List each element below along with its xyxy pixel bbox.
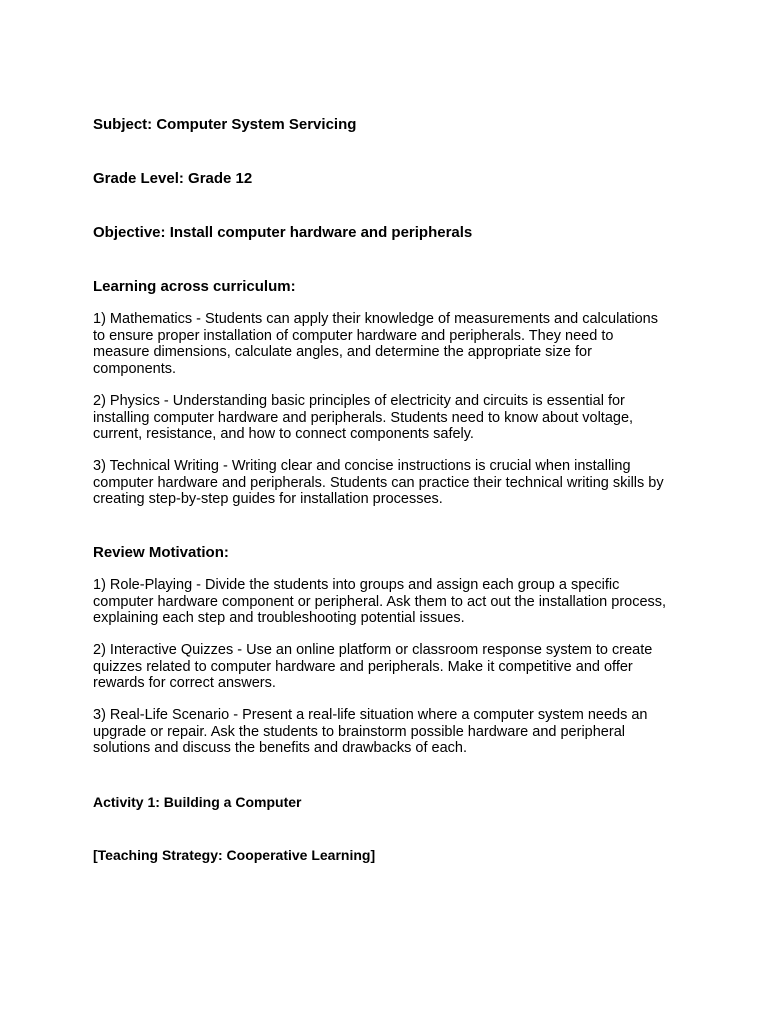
objective-heading: Objective: Install computer hardware and peripherals [93, 224, 473, 241]
learning-item-mathematics: 1) Mathematics - Students can apply their knowledge of measurements and calculations to ensure proper installation of computer hardware and peripherals. They need to measure dimensions, calculate angles, and determine the appropriate size for components. [93, 311, 658, 377]
teaching-strategy-heading: [Teaching Strategy: Cooperative Learning] [93, 847, 376, 863]
learning-item-technical-writing: 3) Technical Writing - Writing clear and concise instructions is crucial when installing computer hardware and peripherals. Students can practice their technical writing skills by creating step-by-step guides for installation processes. [93, 458, 664, 507]
learning-across-curriculum-heading: Learning across curriculum: [93, 278, 296, 295]
activity-heading: Activity 1: Building a Computer [93, 794, 302, 810]
review-item-real-life-scenario: 3) Real-Life Scenario - Present a real-life situation where a computer system needs an upgrade or repair. Ask the students to brainstorm possible hardware and peripheral solutions and discuss the benefits and drawbacks of each. [93, 707, 648, 756]
review-motivation-heading: Review Motivation: [93, 544, 229, 561]
review-item-interactive-quizzes: 2) Interactive Quizzes - Use an online platform or classroom response system to create quizzes related to computer hardware and peripherals. Make it competitive and offer rewards for correct answers. [93, 642, 653, 691]
review-item-role-playing: 1) Role-Playing - Divide the students into groups and assign each group a specific computer hardware component or peripheral. Ask them to act out the installation process, explaining each step and troubleshooting potential issues. [93, 577, 667, 626]
grade-level-heading: Grade Level: Grade 12 [93, 170, 253, 187]
learning-item-physics: 2) Physics - Understanding basic principles of electricity and circuits is essential for installing computer hardware and peripherals. Students need to know about voltage, current, resistance, and how to connect components safely. [93, 393, 634, 442]
subject-heading: Subject: Computer System Servicing [93, 116, 357, 133]
